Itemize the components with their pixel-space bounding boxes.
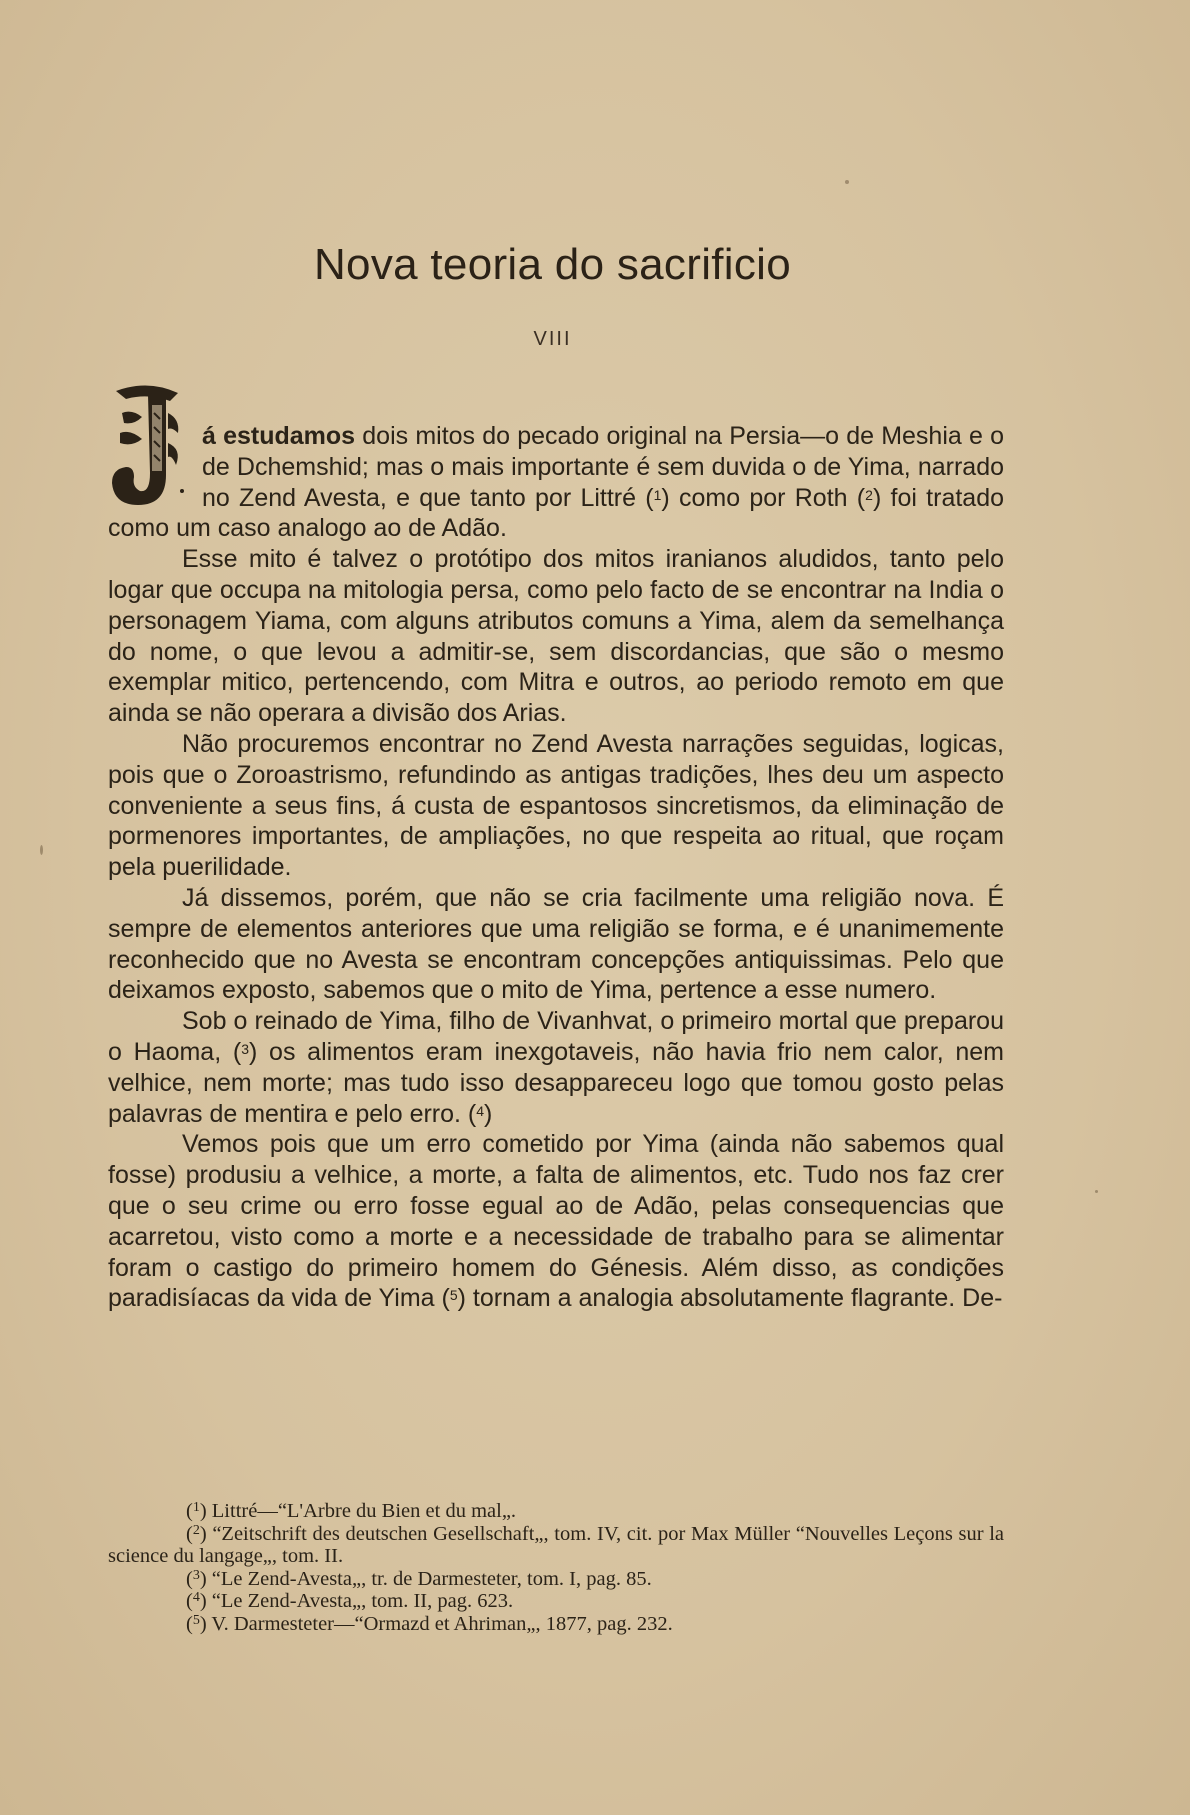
page-title: Nova teoria do sacrificio xyxy=(313,240,792,289)
footnote: ($^2$) “Zeitschrift des deutschen Gesellschaft„, tom. IV, cit. por Max Müller “Nouvelles Leçons sur la science du langage„, tom. II. xyxy=(108,1522,1005,1567)
paragraph-3: Não procuremos encontrar no Zend Avesta narrações seguidas, logicas, pois que o Zoroastrismo, refundindo as antigas tradições, lhes deu um aspecto conveniente a seus fins, á custa de espantosos sincretismos, da eliminação de pormenores importantes, de ampliações, no que respeita ao ritual, que roçam pela puerilidade. xyxy=(108,729,1004,882)
paragraph-5 xyxy=(108,1006,1004,1129)
paragraph-1 xyxy=(108,421,1004,544)
footnote: ($^1$) Littré—“L'Arbre du Bien et du mal„. xyxy=(186,1500,517,1522)
paragraph-5-text: ) os alimentos eram inexgotaveis, não havia frio nem calor, nem velhice, nem morte; mas tudo isso desappareceu logo que tomou gosto pelas palavras de mentira e pelo erro. ( xyxy=(108,1037,1004,1128)
body-text xyxy=(108,421,1004,1314)
paragraph-5-text: ) xyxy=(484,1099,493,1128)
paragraph-1-text: ) como por Roth ( xyxy=(661,483,866,512)
lead-words: á estudamos xyxy=(202,422,356,450)
footnote: ($^4$) “Le Zend-Avesta„, tom. II, pag. 623. xyxy=(186,1590,514,1612)
paragraph-4: Já dissemos, porém, que não se cria facilmente uma religião nova. É sempre de elementos anteriores que uma religião se forma, e é unanimemente reconhecido que no Avesta se encontram concepções antiquissimas. Pelo que deixamos exposto, sabemos que o mito de Yima, pertence a esse numero. xyxy=(108,883,1004,1005)
paragraph-1-text: ) foi tratado como um caso analogo ao de Adão. xyxy=(108,483,1005,543)
footnotes xyxy=(108,1500,1004,1635)
paragraph-6 xyxy=(108,1129,1004,1314)
footnote: ($^5$) V. Darmesteter—“Ormazd et Ahriman„, 1877, pag. 232. xyxy=(186,1612,673,1635)
paragraph-1-text: dois mitos do pecado original na Persia—o de Meshia e o de Dchemshid; mas o mais importante é sem duvida o de Yima, narrado no Zend Avesta, e que tanto por Littré ( xyxy=(202,422,1004,512)
paragraph-6-text: Vemos pois que um erro cometido por Yima (ainda não sabemos qual fosse) produsiu a velhice, a morte, a falta de alimentos, etc. Tudo nos faz crer que o seu crime ou erro fosse egual ao de Adão, pelas consequencias que acarretou, visto como a morte e a necessidade de trabalho para se alimentar foram o castigo do primeiro homem do Génesis. Além disso, as condições paradisíacas da vida de Yima ( xyxy=(108,1130,1004,1313)
footnote-ref: 1 xyxy=(653,486,662,503)
paragraph-6-text: ) tornam a analogia absolutamente flagrante. De- xyxy=(457,1284,1003,1313)
paragraph-2: Esse mito é talvez o protótipo dos mitos iranianos aludidos, tanto pelo logar que occupa na mitologia persa, como pelo facto de se encontrar na India o personagem Yiama, com alguns atributos comuns a Yima, alem da semelhança do nome, o que levou a admitir-se, sem discordancias, que são o mesmo exemplar mitico, pertencendo, com Mitra e outros, ao periodo remoto em que ainda se não operara a divisão dos Arias. xyxy=(108,545,1004,728)
chapter-number: VIII xyxy=(533,328,572,350)
paper-speck xyxy=(1095,1190,1098,1193)
paragraph-5-text: Sob o reinado de Yima, filho de Vivanhvat, o primeiro mortal que preparou o Haoma, ( xyxy=(108,1007,1004,1066)
ornamental-dropcap-j xyxy=(108,383,186,511)
footnote-ref: 2 xyxy=(865,486,873,503)
footnote: ($^3$) “Le Zend-Avesta„, tr. de Darmesteter, tom. I, pag. 85. xyxy=(186,1567,652,1590)
paper-speck xyxy=(845,180,849,184)
footnote-ref: 4 xyxy=(476,1102,485,1119)
footnote-ref: 5 xyxy=(449,1287,458,1304)
footnote-ref: 3 xyxy=(241,1040,249,1057)
paper-speck xyxy=(40,845,43,855)
